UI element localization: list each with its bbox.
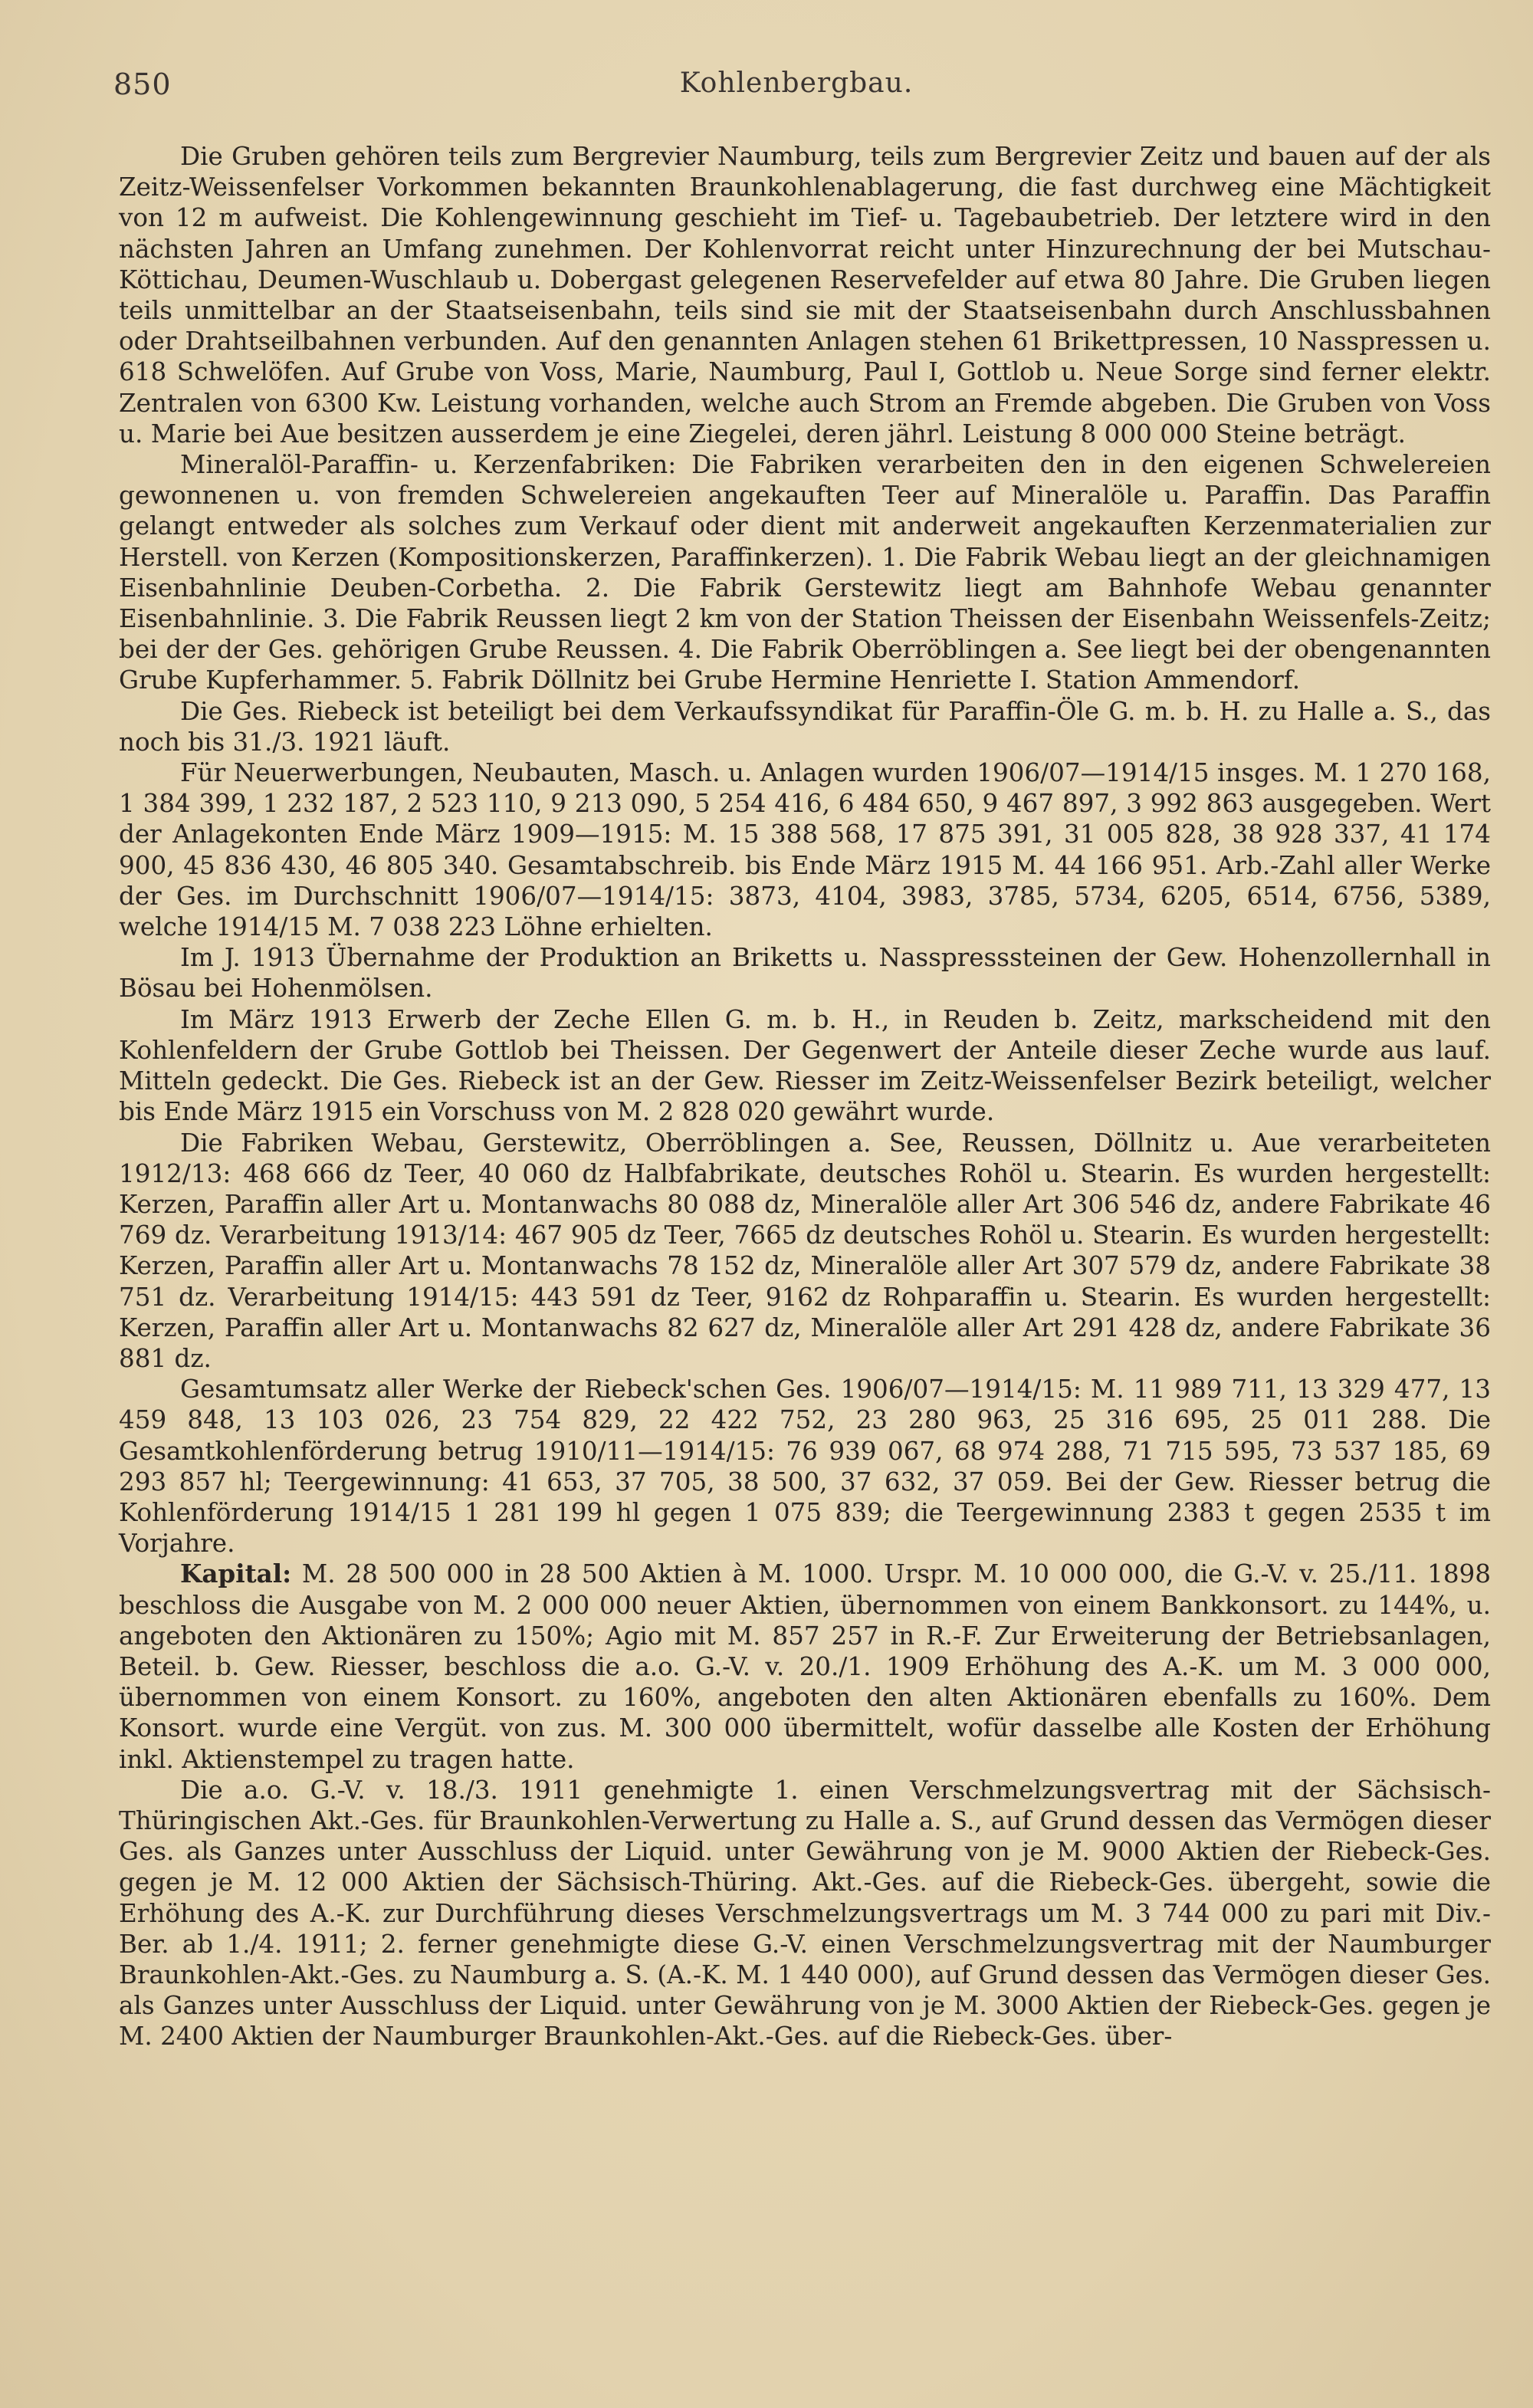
page-header bbox=[113, 61, 1479, 107]
paragraph-text: Für Neuerwerbungen, Neubauten, Masch. u. Anlagen wurden 1906/07—1914/15 insges. M. 1 270 168, 1 384 399, 1 232 187, 2 523 110, 9 213 090, 5 254 416, 6 484 650, 9 467 897, 3 992 863 ausgegeben. Wert der Anlagekonten Ende März 1909—1915: M. 15 388 568, 17 875 391, 31 005 828, 38 928 337, 41 174 900, 45 836 430, 46 805 340. Gesamtabschreib. bis Ende März 1915 M. 44 166 951. Arb.-Zahl aller Werke der Ges. im Durchschnitt 1906/07—1914/15: 3873, 4104, 3983, 3785, 5734, 6205, 6514, 6756, 5389, welche 1914/15 M. 7 038 223 Löhne erhielten. bbox=[119, 758, 1491, 942]
body-text bbox=[119, 141, 1491, 2052]
paragraph bbox=[119, 757, 1491, 942]
paragraph-text: Die Ges. Riebeck ist beteiligt bei dem Verkaufssyndikat für Paraffin-Öle G. m. b. H. zu Halle a. S., das noch bis 31./3. 1921 läuft. bbox=[119, 696, 1491, 757]
paragraph-text: Mineralöl-Paraffin- u. Kerzenfabriken: Die Fabriken verarbeiten den in den eigenen Schwelereien gewonnenen u. von fremden Schwelereien angekauften Teer auf Mineralöle u. Paraffin. Das Paraffin gelangt entweder als solches zum Verkauf oder dient mit anderweit angekauften Kerzenmaterialien zur Herstell. von Kerzen (Kompositionskerzen, Paraffinkerzen). 1. Die Fabrik Webau liegt an der gleichnamigen Eisenbahnlinie Deuben-Corbetha. 2. Die Fabrik Gerstewitz liegt am Bahnhofe Webau genannter Eisenbahnlinie. 3. Die Fabrik Reussen liegt 2 km von der Station Theissen der Eisenbahn Weissenfels-Zeitz; bei der der Ges. gehörigen Grube Reussen. 4. Die Fabrik Oberröblingen a. See liegt bei der obengenannten Grube Kupferhammer. 5. Fabrik Döllnitz bei Grube Hermine Henriette I. Station Ammendorf. bbox=[119, 450, 1491, 695]
paragraph bbox=[119, 449, 1491, 696]
paragraph bbox=[119, 942, 1491, 1004]
paragraph-text: Die a.o. G.-V. v. 18./3. 1911 genehmigte 1. einen Verschmelzungsvertrag mit der Sächsisch-Thüringischen Akt.-Ges. für Braunkohlen-Verwertung zu Halle a. S., auf Grund dessen das Vermögen dieser Ges. als Ganzes unter Ausschluss der Liquid. unter Gewährung von je M. 9000 Aktien der Riebeck-Ges. gegen je M. 12 000 Aktien der Sächsisch-Thüring. Akt.-Ges. auf die Riebeck-Ges. übergeht, sowie die Erhöhung des A.-K. zur Durchführung dieses Verschmelzungsvertrags um M. 3 744 000 zu pari mit Div.-Ber. ab 1./4. 1911; 2. ferner genehmigte diese G.-V. einen Verschmelzungsvertrag mit der Naumburger Braunkohlen-Akt.-Ges. zu Naumburg a. S. (A.-K. M. 1 440 000), auf Grund dessen das Vermögen dieser Ges. als Ganzes unter Ausschluss der Liquid. unter Gewährung von je M. 3000 Aktien der Riebeck-Ges. gegen je M. 2400 Aktien der Naumburger Braunkohlen-Akt.-Ges. auf die Riebeck-Ges. über- bbox=[119, 1775, 1491, 2052]
paragraph-text: M. 28 500 000 in 28 500 Aktien à M. 1000. Urspr. M. 10 000 000, die G.-V. v. 25./11. 1898 beschloss die Ausgabe von M. 2 000 000 neuer Aktien, übernommen von einem Bankkonsort. zu 144%, u. angeboten den Aktionären zu 150%; Agio mit M. 857 257 in R.-F. Zur Erweiterung der Betriebsanlagen, Beteil. b. Gew. Riesser, beschloss die a.o. G.-V. v. 20./1. 1909 Erhöhung des A.-K. um M. 3 000 000, übernommen von einem Konsort. zu 160%, angeboten den alten Aktionären ebenfalls zu 160%. Dem Konsort. wurde eine Vergüt. von zus. M. 300 000 übermittelt, wofür dasselbe alle Kosten der Erhöhung inkl. Aktienstempel zu tragen hatte. bbox=[119, 1559, 1491, 1774]
paragraph bbox=[119, 141, 1491, 449]
section-lead: Kapital: bbox=[180, 1559, 292, 1589]
paragraph-text: Im J. 1913 Übernahme der Produktion an Briketts u. Nasspresssteinen der Gew. Hohenzollernhall in Bösau bei Hohenmölsen. bbox=[119, 943, 1491, 1004]
paragraph-text: Die Gruben gehören teils zum Bergrevier Naumburg, teils zum Bergrevier Zeitz und bauen auf der als Zeitz-Weissenfelser Vorkommen bekannten Braunkohlenablagerung, die fast durchweg eine Mächtigkeit von 12 m aufweist. Die Kohlengewinnung geschieht im Tief- u. Tagebaubetrieb. Der letztere wird in den nächsten Jahren an Umfang zunehmen. Der Kohlenvorrat reicht unter Hinzurechnung der bei Mutschau-Köttichau, Deumen-Wuschlaub u. Dobergast gelegenen Reservefelder auf etwa 80 Jahre. Die Gruben liegen teils unmittelbar an der Staatseisenbahn, teils sind sie mit der Staatseisenbahn durch Anschlussbahnen oder Drahtseilbahnen verbunden. Auf den genannten Anlagen stehen 61 Brikettpressen, 10 Nasspressen u. 618 Schwelöfen. Auf Grube von Voss, Marie, Naumburg, Paul I, Gottlob u. Neue Sorge sind ferner elektr. Zentralen von 6300 Kw. Leistung vorhanden, welche auch Strom an Fremde abgeben. Die Gruben von Voss u. Marie bei Aue besitzen ausserdem je eine Ziegelei, deren jährl. Leistung 8 000 000 Steine beträgt. bbox=[119, 142, 1491, 448]
paragraph-text: Die Fabriken Webau, Gerstewitz, Oberröblingen a. See, Reussen, Döllnitz u. Aue verarbeiteten 1912/13: 468 666 dz Teer, 40 060 dz Halbfabrikate, deutsches Rohöl u. Stearin. Es wurden hergestellt: Kerzen, Paraffin aller Art u. Montanwachs 80 088 dz, Mineralöle aller Art 306 546 dz, andere Fabrikate 46 769 dz. Verarbeitung 1913/14: 467 905 dz Teer, 7665 dz deutsches Rohöl u. Stearin. Es wurden hergestellt: Kerzen, Paraffin aller Art u. Montanwachs 78 152 dz, Mineralöle aller Art 307 579 dz, andere Fabrikate 38 751 dz. Verarbeitung 1914/15: 443 591 dz Teer, 9162 dz Rohparaffin u. Stearin. Es wurden hergestellt: Kerzen, Paraffin aller Art u. Montanwachs 82 627 dz, Mineralöle aller Art 291 428 dz, andere Fabrikate 36 881 dz. bbox=[119, 1128, 1491, 1373]
paragraph bbox=[119, 1128, 1491, 1375]
paragraph-kapital bbox=[119, 1559, 1491, 1774]
running-head: Kohlenbergbau. bbox=[679, 67, 914, 99]
paragraph bbox=[119, 1374, 1491, 1559]
paragraph-text: Im März 1913 Erwerb der Zeche Ellen G. m. b. H., in Reuden b. Zeitz, markscheidend mit den Kohlenfeldern der Grube Gottlob bei Theissen. Der Gegenwert der Anteile dieser Zeche wurde aus lauf. Mitteln gedeckt. Die Ges. Riebeck ist an der Gew. Riesser im Zeitz-Weissenfelser Bezirk beteiligt, welcher bis Ende März 1915 ein Vorschuss von M. 2 828 020 gewährt wurde. bbox=[119, 1004, 1491, 1127]
paragraph bbox=[119, 696, 1491, 757]
page-number: 850 bbox=[113, 67, 172, 101]
paragraph-text: Gesamtumsatz aller Werke der Riebeck'schen Ges. 1906/07—1914/15: M. 11 989 711, 13 329 477, 13 459 848, 13 103 026, 23 754 829, 22 422 752, 23 280 963, 25 316 695, 25 011 288. Die Gesamtkohlenförderung betrug 1910/11—1914/15: 76 939 067, 68 974 288, 71 715 595, 73 537 185, 69 293 857 hl; Teergewinnung: 41 653, 37 705, 38 500, 37 632, 37 059. Bei der Gew. Riesser betrug die Kohlenförderung 1914/15 1 281 199 hl gegen 1 075 839; die Teergewinnung 2383 t gegen 2535 t im Vorjahre. bbox=[119, 1375, 1491, 1559]
paragraph bbox=[119, 1004, 1491, 1128]
paragraph bbox=[119, 1775, 1491, 2052]
